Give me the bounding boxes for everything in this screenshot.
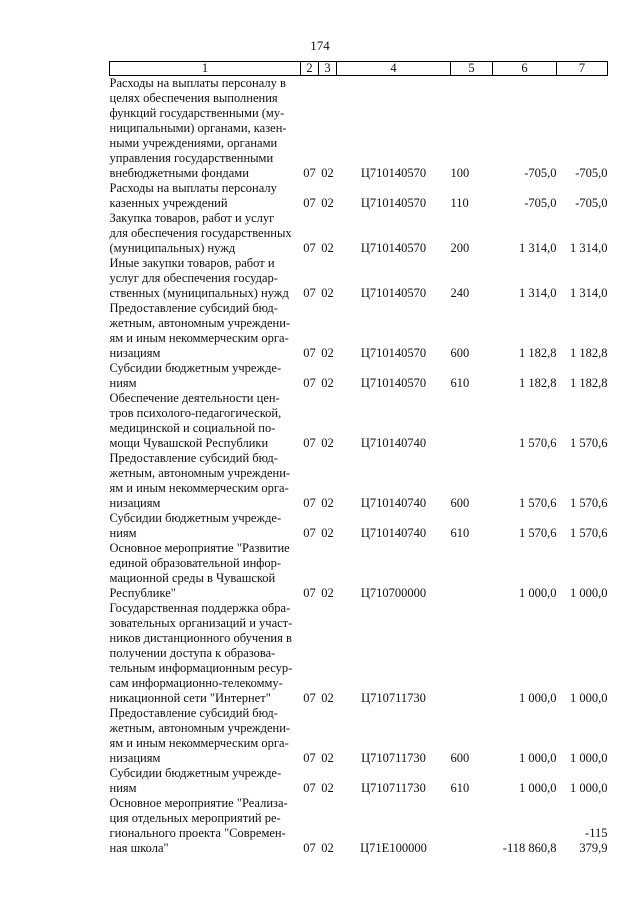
table-row xyxy=(110,211,608,256)
amount-year-2: 1 000,0 xyxy=(570,691,608,705)
amount-year-1: 1 000,0 xyxy=(519,781,557,795)
budget-table xyxy=(109,61,608,856)
amount-year-1: 1 000,0 xyxy=(519,586,557,600)
table-row xyxy=(110,796,608,856)
target-article-code: Ц710140570 xyxy=(360,286,427,300)
table-row xyxy=(110,706,608,766)
expense-name-line: ниям xyxy=(109,526,137,540)
expense-type-code: 100 xyxy=(450,166,470,180)
subsection-code: 02 xyxy=(321,841,334,855)
expense-name xyxy=(110,391,301,451)
expense-name xyxy=(110,796,301,856)
expense-type-code xyxy=(451,541,493,601)
expense-name-line: Расходы на выплаты персоналу в xyxy=(109,76,286,90)
expense-type-code: 610 xyxy=(450,376,470,390)
expense-name-line: Предоставление субсидий бюд- xyxy=(109,706,278,720)
section-code: 07 xyxy=(303,436,316,450)
expense-name xyxy=(110,211,301,256)
table-row xyxy=(110,301,608,361)
expense-name-line: низациям xyxy=(109,496,161,510)
expense-name-line: Закупка товаров, работ и услуг xyxy=(109,211,275,225)
amount-year-2: 1 314,0 xyxy=(570,286,608,300)
expense-name-line: ниям xyxy=(109,781,137,795)
amount-year-2: 1 570,6 xyxy=(570,436,608,450)
expense-name xyxy=(110,706,301,766)
expense-name-line: ям и иным некоммерческим орга- xyxy=(109,736,289,750)
amount-year-2: 1 000,0 xyxy=(570,586,608,600)
expense-type-code: 200 xyxy=(450,241,470,255)
section-code: 07 xyxy=(303,751,316,765)
amount-year-1: 1 314,0 xyxy=(519,286,557,300)
expense-name xyxy=(110,301,301,361)
amount-year-1: -705,0 xyxy=(524,196,557,210)
target-article-code: Ц710140740 xyxy=(360,496,427,510)
amount-year-2: 1 570,6 xyxy=(570,496,608,510)
amount-year-2: 1 570,6 xyxy=(570,526,608,540)
expense-name-line: тров психолого-педагогической, xyxy=(109,406,282,420)
subsection-code: 02 xyxy=(321,526,334,540)
target-article-code: Ц710140740 xyxy=(360,436,427,450)
expense-name-line: жетным, автономным учреждени- xyxy=(109,466,291,480)
expense-name-line: Субсидии бюджетным учрежде- xyxy=(109,766,282,780)
amount-year-2: -115 379,9 xyxy=(579,826,608,855)
subsection-code: 02 xyxy=(321,166,334,180)
expense-type-code: 610 xyxy=(450,781,470,795)
col-header-7: 7 xyxy=(557,62,608,76)
expense-name-line: Основное мероприятие "Реализа- xyxy=(109,796,288,810)
expense-name-line: Расходы на выплаты персоналу xyxy=(109,181,277,195)
expense-name-line: ственных (муниципальных) нужд xyxy=(109,286,289,300)
amount-year-1: 1 182,8 xyxy=(519,346,557,360)
target-article-code: Ц710711730 xyxy=(361,691,426,705)
expense-name-line: сам информационно-телекомму- xyxy=(109,676,283,690)
expense-name-line: для обеспечения государственных xyxy=(109,226,292,240)
table-row xyxy=(110,511,608,541)
amount-year-1: 1 000,0 xyxy=(519,751,557,765)
expense-name-line: ниям xyxy=(109,376,137,390)
col-header-6: 6 xyxy=(493,62,557,76)
expense-name-line: управления государственными xyxy=(109,151,274,165)
target-article-code: Ц710140570 xyxy=(360,196,427,210)
table-row xyxy=(110,601,608,706)
expense-name-line: казенных учреждений xyxy=(109,196,228,210)
section-code: 07 xyxy=(303,691,316,705)
amount-year-2: -705,0 xyxy=(575,196,608,210)
expense-name-line: Обеспечение деятельности цен- xyxy=(109,391,280,405)
target-article-code: Ц710711730 xyxy=(361,781,426,795)
expense-name xyxy=(110,256,301,301)
expense-name-line: низациям xyxy=(109,751,161,765)
expense-type-code: 240 xyxy=(450,286,470,300)
section-code: 07 xyxy=(303,346,316,360)
expense-name xyxy=(110,601,301,706)
target-article-code: Ц710140570 xyxy=(360,241,427,255)
expense-name-line: жетным, автономным учреждени- xyxy=(109,316,291,330)
col-header-2: 2 xyxy=(301,62,319,76)
expense-name-line: гионального проекта "Современ- xyxy=(109,826,286,840)
target-article-code: Ц71Е100000 xyxy=(360,841,427,855)
section-code: 07 xyxy=(303,241,316,255)
col-header-3: 3 xyxy=(319,62,337,76)
amount-year-2: 1 182,8 xyxy=(570,346,608,360)
expense-name-line: внебюджетными фондами xyxy=(109,166,249,180)
section-code: 07 xyxy=(303,286,316,300)
expense-name-line: ная школа" xyxy=(109,841,169,855)
expense-name-line: ниципальными) органами, казен- xyxy=(109,121,287,135)
expense-name xyxy=(110,76,301,182)
table-row xyxy=(110,361,608,391)
expense-name-line: ными учреждениями, органами xyxy=(109,136,278,150)
expense-type-code xyxy=(451,796,493,856)
amount-year-1: 1 000,0 xyxy=(519,691,557,705)
subsection-code: 02 xyxy=(321,691,334,705)
amount-year-1: 1 570,6 xyxy=(519,436,557,450)
expense-name-line: тельным информационным ресур- xyxy=(109,661,293,675)
amount-year-2: 1 182,8 xyxy=(570,376,608,390)
expense-type-code: 110 xyxy=(450,196,469,210)
col-header-5: 5 xyxy=(451,62,493,76)
expense-name-line: мощи Чувашской Республики xyxy=(109,436,269,450)
subsection-code: 02 xyxy=(321,196,334,210)
expense-name-line: Иные закупки товаров, работ и xyxy=(109,256,275,270)
expense-name-line: (муниципальных) нужд xyxy=(109,241,236,255)
subsection-code: 02 xyxy=(321,286,334,300)
expense-name xyxy=(110,511,301,541)
expense-name xyxy=(110,766,301,796)
table-header-row xyxy=(110,62,608,76)
expense-name xyxy=(110,361,301,391)
amount-year-2: -705,0 xyxy=(575,166,608,180)
expense-name-line: зовательных организаций и участ- xyxy=(109,616,293,630)
expense-name-line: Предоставление субсидий бюд- xyxy=(109,301,278,315)
table-row xyxy=(110,76,608,182)
subsection-code: 02 xyxy=(321,241,334,255)
table-row xyxy=(110,391,608,451)
expense-type-code: 600 xyxy=(450,496,470,510)
col-header-1: 1 xyxy=(110,62,301,76)
section-code: 07 xyxy=(303,166,316,180)
expense-name-line: Субсидии бюджетным учрежде- xyxy=(109,361,282,375)
expense-type-code: 610 xyxy=(450,526,470,540)
expense-type-code xyxy=(451,391,493,451)
page-number: 174 xyxy=(310,38,330,53)
expense-type-code xyxy=(451,601,493,706)
expense-name-line: медицинской и социальной по- xyxy=(109,421,276,435)
target-article-code: Ц710711730 xyxy=(361,751,426,765)
table-row xyxy=(110,541,608,601)
table-row xyxy=(110,451,608,511)
amount-year-1: -118 860,8 xyxy=(502,841,557,855)
expense-name-line: ям и иным некоммерческим орга- xyxy=(109,331,289,345)
expense-type-code: 600 xyxy=(450,346,470,360)
target-article-code: Ц710140570 xyxy=(360,166,427,180)
section-code: 07 xyxy=(303,586,316,600)
subsection-code: 02 xyxy=(321,496,334,510)
amount-year-1: 1 314,0 xyxy=(519,241,557,255)
expense-name xyxy=(110,181,301,211)
expense-name-line: функций государственными (му- xyxy=(109,106,285,120)
amount-year-2: 1 314,0 xyxy=(570,241,608,255)
section-code: 07 xyxy=(303,376,316,390)
expense-name-line: низациям xyxy=(109,346,161,360)
subsection-code: 02 xyxy=(321,781,334,795)
amount-year-2: 1 000,0 xyxy=(570,751,608,765)
subsection-code: 02 xyxy=(321,376,334,390)
expense-name xyxy=(110,451,301,511)
expense-name-line: ников дистанционного обучения в xyxy=(109,631,292,645)
target-article-code: Ц710140570 xyxy=(360,376,427,390)
section-code: 07 xyxy=(303,841,316,855)
expense-name-line: единой образовательной инфор- xyxy=(109,556,282,570)
subsection-code: 02 xyxy=(321,751,334,765)
section-code: 07 xyxy=(303,496,316,510)
amount-year-1: 1 182,8 xyxy=(519,376,557,390)
expense-name-line: Субсидии бюджетным учрежде- xyxy=(109,511,282,525)
section-code: 07 xyxy=(303,526,316,540)
amount-year-2: 1 000,0 xyxy=(570,781,608,795)
expense-name-line: Основное мероприятие "Развитие xyxy=(109,541,290,555)
expense-name-line: Государственная поддержка обра- xyxy=(109,601,291,615)
amount-year-1: 1 570,6 xyxy=(519,526,557,540)
table-body xyxy=(110,76,608,857)
expense-name-line: ям и иным некоммерческим орга- xyxy=(109,481,289,495)
expense-name xyxy=(110,541,301,601)
expense-type-code: 600 xyxy=(450,751,470,765)
target-article-code: Ц710140570 xyxy=(360,346,427,360)
amount-year-1: 1 570,6 xyxy=(519,496,557,510)
amount-year-1: -705,0 xyxy=(524,166,557,180)
target-article-code: Ц710700000 xyxy=(360,586,427,600)
subsection-code: 02 xyxy=(321,346,334,360)
expense-name-line: никационной сети "Интернет" xyxy=(109,691,271,705)
subsection-code: 02 xyxy=(321,586,334,600)
expense-name-line: жетным, автономным учреждени- xyxy=(109,721,291,735)
expense-name-line: услуг для обеспечения государ- xyxy=(109,271,278,285)
expense-name-line: Республике" xyxy=(109,586,176,600)
section-code: 07 xyxy=(303,196,316,210)
target-article-code: Ц710140740 xyxy=(360,526,427,540)
expense-name-line: мационной среды в Чувашской xyxy=(109,571,276,585)
expense-name-line: Предоставление субсидий бюд- xyxy=(109,451,278,465)
table-row xyxy=(110,766,608,796)
col-header-4: 4 xyxy=(337,62,451,76)
subsection-code: 02 xyxy=(321,436,334,450)
table-row xyxy=(110,181,608,211)
section-code: 07 xyxy=(303,781,316,795)
expense-name-line: получении доступа к образова- xyxy=(109,646,276,660)
expense-name-line: целях обеспечения выполнения xyxy=(109,91,278,105)
expense-name-line: ция отдельных мероприятий ре- xyxy=(109,811,281,825)
table-row xyxy=(110,256,608,301)
